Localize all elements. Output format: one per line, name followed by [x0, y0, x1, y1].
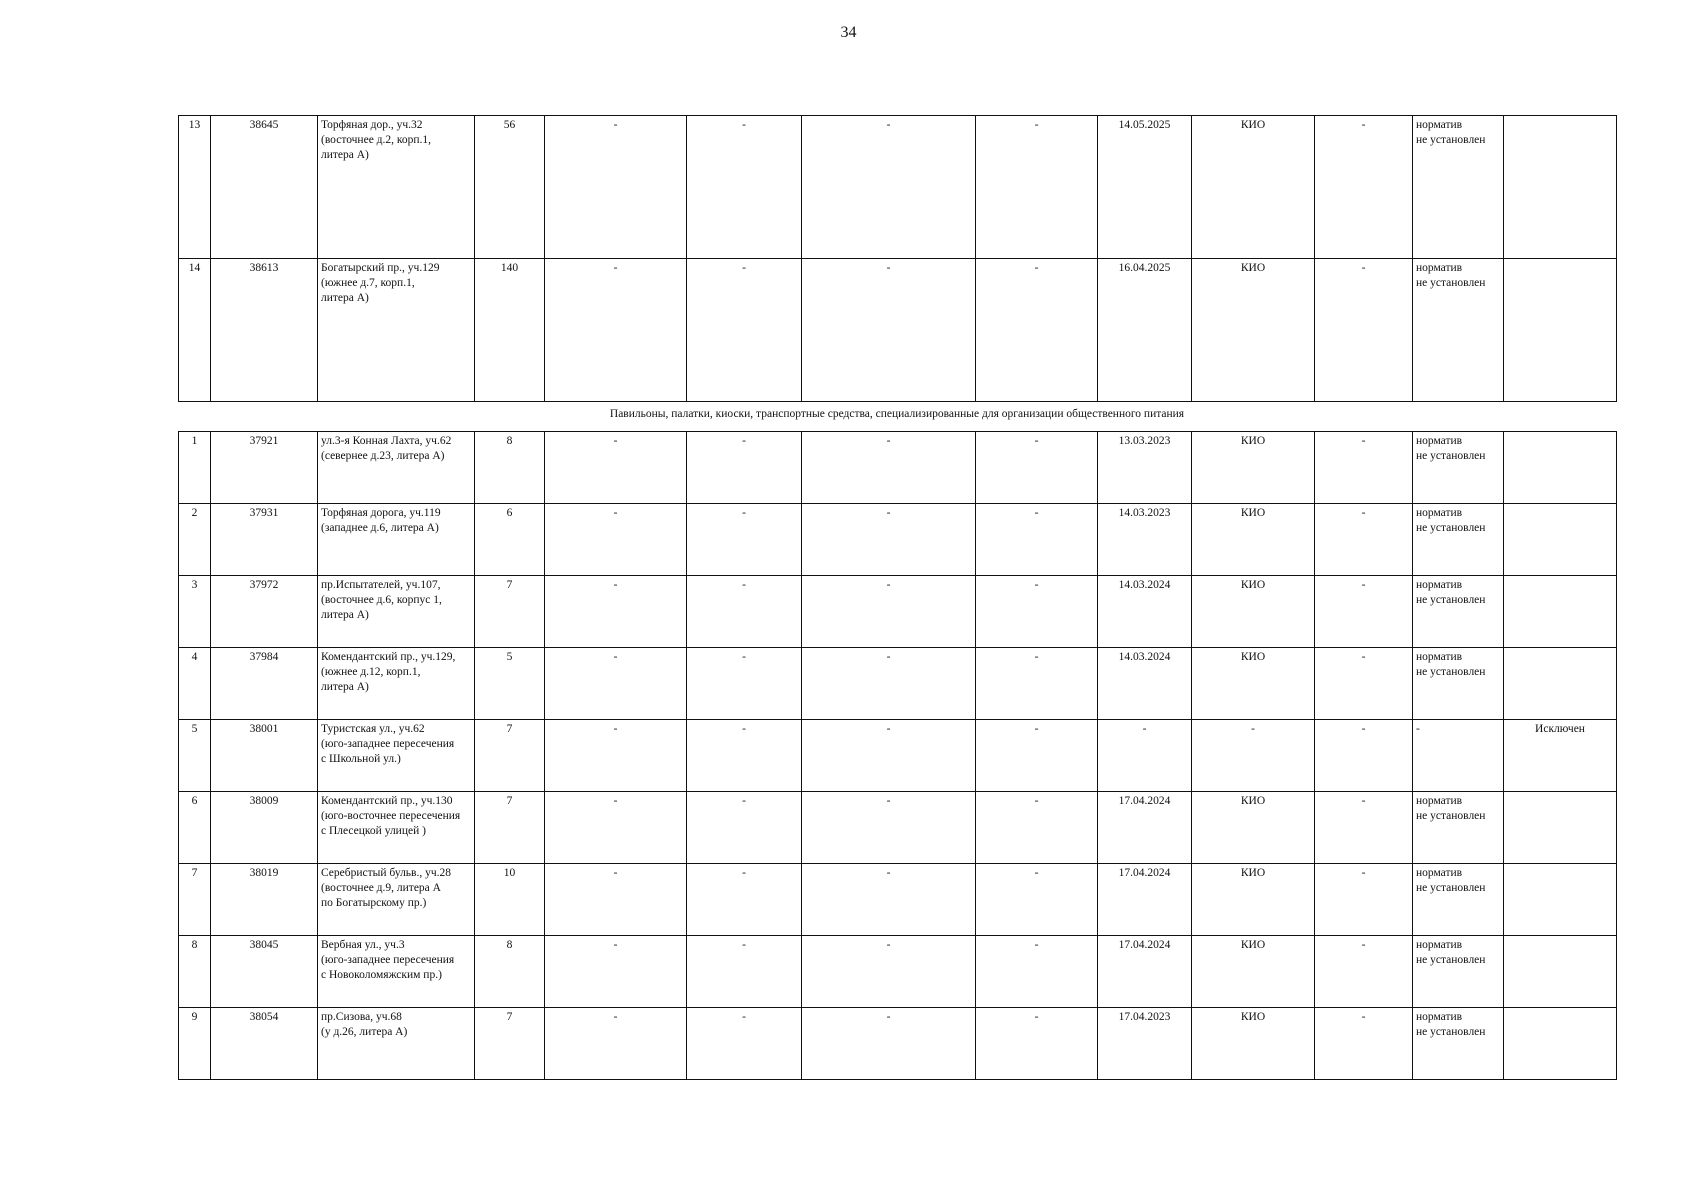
quantity-cell: 7 [475, 576, 545, 648]
table-row [179, 1008, 1617, 1080]
row-number-cell: 13 [179, 116, 211, 259]
col11-cell: - [1315, 720, 1413, 792]
col8-cell: - [976, 1008, 1098, 1080]
object-code-cell: 38054 [211, 1008, 318, 1080]
col11-cell: - [1315, 1008, 1413, 1080]
col7-cell: - [802, 648, 976, 720]
table-row [179, 116, 1617, 259]
note-cell [1504, 504, 1617, 576]
col8-cell: - [976, 648, 1098, 720]
note-cell [1504, 1008, 1617, 1080]
date-cell: 17.04.2024 [1098, 936, 1192, 1008]
table-bottom [178, 431, 1617, 1080]
note-cell: Исключен [1504, 720, 1617, 792]
norm-cell: норматив не установлен [1413, 792, 1504, 864]
note-cell [1504, 936, 1617, 1008]
col7-cell: - [802, 936, 976, 1008]
row-number-cell: 5 [179, 720, 211, 792]
note-cell [1504, 792, 1617, 864]
date-cell: 14.03.2023 [1098, 504, 1192, 576]
row-number-cell: 6 [179, 792, 211, 864]
note-cell [1504, 648, 1617, 720]
date-cell: 17.04.2024 [1098, 864, 1192, 936]
quantity-cell: 8 [475, 936, 545, 1008]
norm-cell: - [1413, 720, 1504, 792]
table-row [179, 576, 1617, 648]
note-cell [1504, 116, 1617, 259]
col5-cell: - [545, 1008, 687, 1080]
col6-cell: - [687, 792, 802, 864]
col11-cell: - [1315, 936, 1413, 1008]
row-number-cell: 7 [179, 864, 211, 936]
col8-cell: - [976, 936, 1098, 1008]
col6-cell: - [687, 936, 802, 1008]
note-cell [1504, 864, 1617, 936]
col8-cell: - [976, 792, 1098, 864]
section-caption: Павильоны, палатки, киоски, транспортные средства, специализированные для организации общественного питания [609, 408, 1185, 420]
quantity-cell: 140 [475, 259, 545, 402]
address-cell: Комендантский пр., уч.130 (юго-восточнее пересечения с Плесецкой улицей ) [318, 792, 475, 864]
note-cell [1504, 576, 1617, 648]
table-row [179, 936, 1617, 1008]
address-cell: Туристская ул., уч.62 (юго-западнее пересечения с Школьной ул.) [318, 720, 475, 792]
row-number-cell: 9 [179, 1008, 211, 1080]
organization-cell: КИО [1192, 936, 1315, 1008]
col8-cell: - [976, 864, 1098, 936]
col8-cell: - [976, 720, 1098, 792]
row-number-cell: 1 [179, 432, 211, 504]
col7-cell: - [802, 259, 976, 402]
table-row [179, 864, 1617, 936]
address-cell: Торфяная дор., уч.32 (восточнее д.2, корп.1, литера А) [318, 116, 475, 259]
col5-cell: - [545, 259, 687, 402]
col6-cell: - [687, 259, 802, 402]
organization-cell: КИО [1192, 116, 1315, 259]
object-code-cell: 37984 [211, 648, 318, 720]
col7-cell: - [802, 576, 976, 648]
col7-cell: - [802, 792, 976, 864]
object-code-cell: 37921 [211, 432, 318, 504]
quantity-cell: 7 [475, 1008, 545, 1080]
table-row [179, 648, 1617, 720]
table-top [178, 115, 1617, 402]
norm-cell: норматив не установлен [1413, 576, 1504, 648]
object-code-cell: 38001 [211, 720, 318, 792]
col5-cell: - [545, 648, 687, 720]
address-cell: Серебристый бульв., уч.28 (восточнее д.9, литера А по Богатырскому пр.) [318, 864, 475, 936]
col11-cell: - [1315, 792, 1413, 864]
col7-cell: - [802, 432, 976, 504]
organization-cell: КИО [1192, 576, 1315, 648]
col11-cell: - [1315, 432, 1413, 504]
page-number: 34 [840, 24, 857, 41]
row-number-cell: 8 [179, 936, 211, 1008]
organization-cell: КИО [1192, 648, 1315, 720]
col5-cell: - [545, 504, 687, 576]
quantity-cell: 56 [475, 116, 545, 259]
object-code-cell: 38045 [211, 936, 318, 1008]
col8-cell: - [976, 504, 1098, 576]
col5-cell: - [545, 720, 687, 792]
col8-cell: - [976, 432, 1098, 504]
col7-cell: - [802, 116, 976, 259]
row-number-cell: 14 [179, 259, 211, 402]
note-cell [1504, 259, 1617, 402]
organization-cell: КИО [1192, 1008, 1315, 1080]
table-row [179, 792, 1617, 864]
address-cell: Вербная ул., уч.3 (юго-западнее пересечения с Новоколомяжским пр.) [318, 936, 475, 1008]
organization-cell: КИО [1192, 864, 1315, 936]
note-cell [1504, 432, 1617, 504]
quantity-cell: 6 [475, 504, 545, 576]
col6-cell: - [687, 720, 802, 792]
address-cell: Богатырский пр., уч.129 (южнее д.7, корп.1, литера А) [318, 259, 475, 402]
row-number-cell: 4 [179, 648, 211, 720]
col6-cell: - [687, 864, 802, 936]
organization-cell: КИО [1192, 504, 1315, 576]
col11-cell: - [1315, 864, 1413, 936]
col6-cell: - [687, 116, 802, 259]
col5-cell: - [545, 432, 687, 504]
col8-cell: - [976, 116, 1098, 259]
object-code-cell: 38019 [211, 864, 318, 936]
date-cell: 13.03.2023 [1098, 432, 1192, 504]
quantity-cell: 7 [475, 720, 545, 792]
quantity-cell: 5 [475, 648, 545, 720]
date-cell: 17.04.2023 [1098, 1008, 1192, 1080]
table-row [179, 720, 1617, 792]
col11-cell: - [1315, 504, 1413, 576]
quantity-cell: 10 [475, 864, 545, 936]
object-code-cell: 37931 [211, 504, 318, 576]
address-cell: пр.Сизова, уч.68 (у д.26, литера А) [318, 1008, 475, 1080]
organization-cell: КИО [1192, 432, 1315, 504]
col11-cell: - [1315, 648, 1413, 720]
col11-cell: - [1315, 576, 1413, 648]
object-code-cell: 38613 [211, 259, 318, 402]
col8-cell: - [976, 259, 1098, 402]
col11-cell: - [1315, 259, 1413, 402]
col5-cell: - [545, 116, 687, 259]
col6-cell: - [687, 576, 802, 648]
organization-cell: - [1192, 720, 1315, 792]
row-number-cell: 2 [179, 504, 211, 576]
date-cell: 14.05.2025 [1098, 116, 1192, 259]
norm-cell: норматив не установлен [1413, 116, 1504, 259]
date-cell: 17.04.2024 [1098, 792, 1192, 864]
col8-cell: - [976, 576, 1098, 648]
col7-cell: - [802, 720, 976, 792]
norm-cell: норматив не установлен [1413, 864, 1504, 936]
col11-cell: - [1315, 116, 1413, 259]
organization-cell: КИО [1192, 259, 1315, 402]
col5-cell: - [545, 936, 687, 1008]
col7-cell: - [802, 504, 976, 576]
norm-cell: норматив не установлен [1413, 648, 1504, 720]
date-cell: 16.04.2025 [1098, 259, 1192, 402]
address-cell: Комендантский пр., уч.129, (южнее д.12, корп.1, литера А) [318, 648, 475, 720]
row-number-cell: 3 [179, 576, 211, 648]
col6-cell: - [687, 648, 802, 720]
col7-cell: - [802, 864, 976, 936]
norm-cell: норматив не установлен [1413, 432, 1504, 504]
table-row [179, 504, 1617, 576]
date-cell: - [1098, 720, 1192, 792]
norm-cell: норматив не установлен [1413, 259, 1504, 402]
col5-cell: - [545, 576, 687, 648]
col7-cell: - [802, 1008, 976, 1080]
norm-cell: норматив не установлен [1413, 936, 1504, 1008]
col6-cell: - [687, 432, 802, 504]
col6-cell: - [687, 1008, 802, 1080]
object-code-cell: 38645 [211, 116, 318, 259]
norm-cell: норматив не установлен [1413, 504, 1504, 576]
col5-cell: - [545, 864, 687, 936]
object-code-cell: 37972 [211, 576, 318, 648]
organization-cell: КИО [1192, 792, 1315, 864]
address-cell: Торфяная дорога, уч.119 (западнее д.6, литера А) [318, 504, 475, 576]
date-cell: 14.03.2024 [1098, 648, 1192, 720]
date-cell: 14.03.2024 [1098, 576, 1192, 648]
address-cell: ул.3-я Конная Лахта, уч.62 (севернее д.23, литера А) [318, 432, 475, 504]
table-row [179, 259, 1617, 402]
object-code-cell: 38009 [211, 792, 318, 864]
norm-cell: норматив не установлен [1413, 1008, 1504, 1080]
quantity-cell: 7 [475, 792, 545, 864]
col6-cell: - [687, 504, 802, 576]
address-cell: пр.Испытателей, уч.107, (восточнее д.6, корпус 1, литера А) [318, 576, 475, 648]
table-row [179, 432, 1617, 504]
quantity-cell: 8 [475, 432, 545, 504]
col5-cell: - [545, 792, 687, 864]
